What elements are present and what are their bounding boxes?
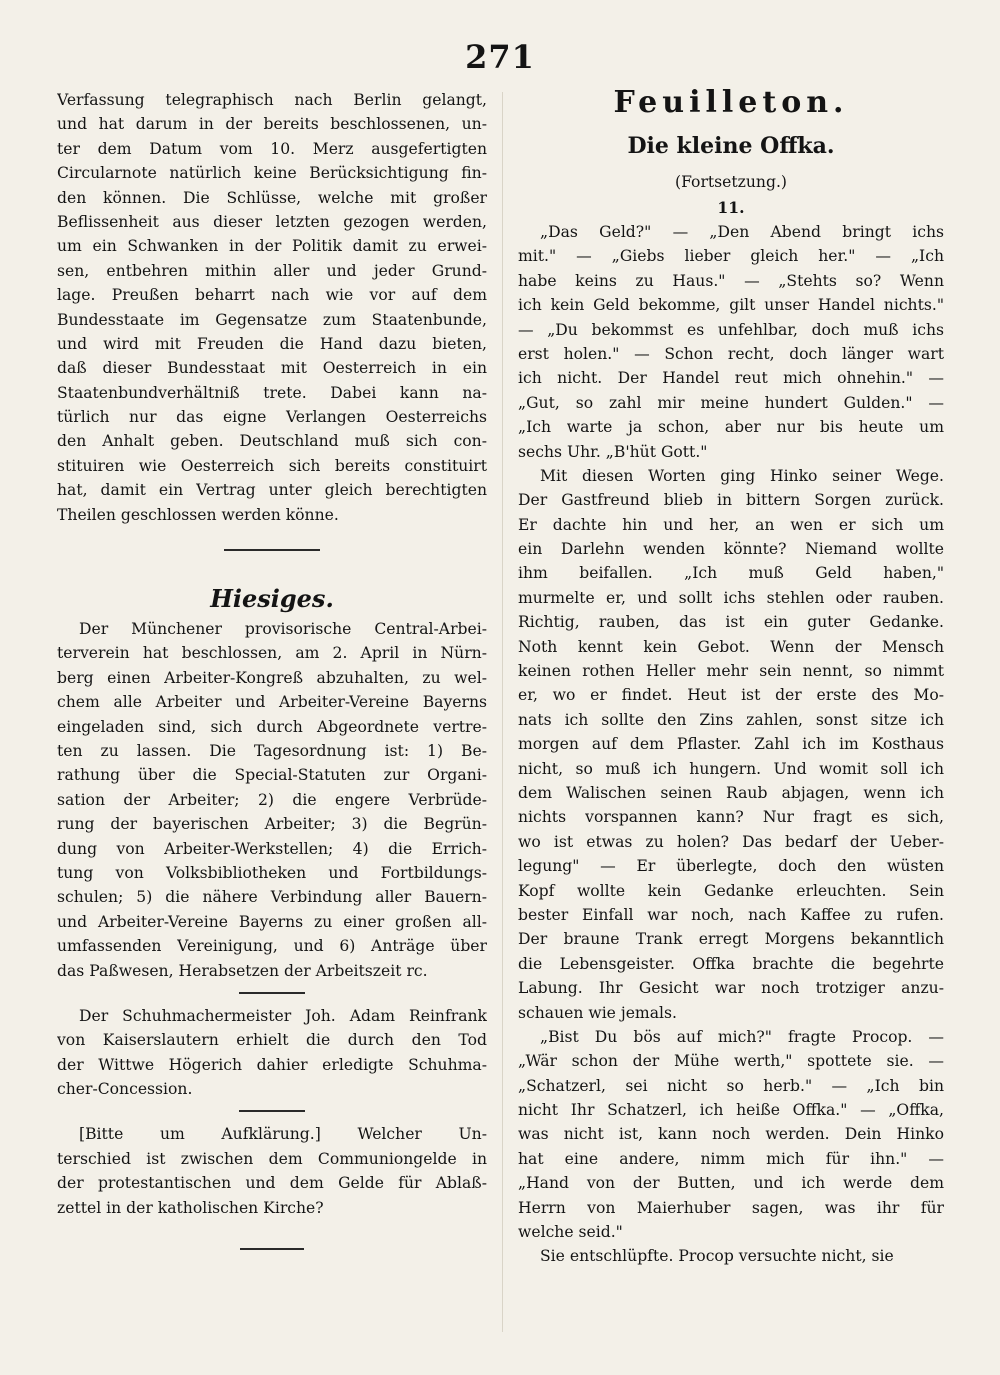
story-title: Die kleine Offka.	[627, 133, 835, 159]
text-line: Bundesstaate im Gegensatze zum Staatenbunde,	[57, 310, 487, 329]
text-line: nicht Ihr Schatzerl, ich heiße Offka." — „Offka,	[518, 1101, 944, 1120]
inquiry-paragraph	[57, 1122, 487, 1220]
text-line: chem alle Arbeiter und Arbeiter-Vereine Bayerns	[57, 693, 487, 712]
text-line: rathung über die Special-Statuten zur Organi-	[57, 766, 487, 785]
end-divider	[240, 1248, 304, 1250]
text-line: „Bist Du bös auf mich?" fragte Procop. —	[540, 1027, 944, 1046]
page-number: 271	[465, 38, 535, 76]
intro-paragraph	[57, 88, 487, 527]
text-line: Sie entschlüpfte. Procop versuchte nicht, sie	[540, 1247, 894, 1266]
text-line: umfassenden Vereinigung, und 6) Anträge über	[57, 937, 487, 956]
text-line: Der Schuhmachermeister Joh. Adam Reinfrank	[79, 1006, 487, 1025]
text-line: hat eine andere, nimm mich für ihn." —	[518, 1149, 944, 1168]
text-line: morgen auf dem Pflaster. Zahl ich im Kosthaus	[518, 735, 944, 754]
text-line: legung" — Er überlegte, doch den wüsten	[518, 857, 944, 876]
text-line: der Wittwe Högerich dahier erledigte Schuhma-	[57, 1055, 487, 1074]
text-line: bester Einfall war noch, nach Kaffee zu rufen.	[518, 905, 944, 924]
text-line: ter dem Datum vom 10. Merz ausgefertigten	[57, 139, 487, 158]
text-line: Er dachte hin und her, an wen er sich um	[518, 515, 944, 534]
dialogue-paragraph	[518, 220, 944, 464]
narrative-paragraph	[518, 464, 944, 1025]
text-line: von Kaiserslautern erhielt die durch den Tod	[57, 1031, 487, 1050]
column-divider	[502, 92, 503, 1332]
text-line: ihm beifallen. „Ich muß Geld haben,"	[518, 564, 944, 583]
text-line: berg einen Arbeiter-Kongreß abzuhalten, zu wel-	[57, 668, 487, 687]
text-line: habe keins zu Haus." — „Stehts so? Wenn	[518, 271, 944, 290]
text-line: um ein Schwanken in der Politik damit zu erwei-	[57, 237, 487, 256]
text-line: stituiren wie Oesterreich sich bereits constituirt	[57, 456, 487, 475]
text-line: Herrn von Maierhuber sagen, was ihr für	[518, 1198, 944, 1217]
text-line: ich kein Geld bekomme, gilt unser Handel nichts."	[518, 296, 944, 315]
text-line: Circularnote natürlich keine Berücksichtigung fin-	[57, 164, 487, 183]
text-line: keinen rothen Heller mehr sein nennt, so nimmt	[518, 662, 944, 681]
text-line: und Arbeiter-Vereine Bayerns zu einer großen all-	[57, 912, 487, 931]
text-line: schauen wie jemals.	[518, 1003, 677, 1022]
continuation-note: (Fortsetzung.)	[675, 173, 787, 191]
labor-congress-paragraph	[57, 617, 487, 983]
text-line: nicht, so muß ich hungern. Und womit soll ich	[518, 759, 944, 778]
text-line: terverein hat beschlossen, am 2. April in Nürn-	[57, 644, 487, 663]
text-line: türlich nur das eigne Verlangen Oesterreichs	[57, 408, 487, 427]
item-divider	[239, 1110, 305, 1112]
text-line: der protestantischen und dem Gelde für Ablaß-	[57, 1174, 487, 1193]
text-line: Labung. Ihr Gesicht war noch trotziger anzu-	[518, 979, 944, 998]
text-line: Beflissenheit aus dieser letzten gezogen werden,	[57, 212, 487, 231]
right-column	[518, 85, 944, 1269]
text-line: rung der bayerischen Arbeiter; 3) die Begrün-	[57, 815, 487, 834]
chapter-number: 11.	[717, 198, 745, 217]
text-line: Der Gastfreund blieb in bittern Sorgen zurück.	[518, 491, 944, 510]
text-line: daß dieser Bundesstaat mit Oesterreich in ein	[57, 359, 487, 378]
text-line: „Schatzerl, sei nicht so herb." — „Ich bin	[518, 1076, 944, 1095]
text-line: dung von Arbeiter-Werkstellen; 4) die Errich-	[57, 839, 487, 858]
text-line: den können. Die Schlüsse, welche mit großer	[57, 188, 487, 207]
text-line: den Anhalt geben. Deutschland muß sich con-	[57, 432, 487, 451]
concession-paragraph	[57, 1004, 487, 1102]
text-line: er, wo er findet. Heut ist der erste des Mo-	[518, 686, 944, 705]
text-line: Verfassung telegraphisch nach Berlin gelangt,	[57, 91, 487, 109]
text-line: schulen; 5) die nähere Verbindung aller Bauern-	[57, 888, 487, 907]
text-line: Kopf wollte kein Gedanke erleuchten. Sein	[518, 881, 944, 900]
text-line: [Bitte um Aufklärung.] Welcher Un-	[79, 1125, 487, 1144]
text-line: wo ist etwas zu holen? Das bedarf der Ueber-	[518, 832, 944, 851]
text-line: die Lebensgeister. Offka brachte die begehrte	[518, 954, 944, 973]
text-line: erst holen." — Schon recht, doch länger wart	[518, 344, 944, 363]
text-line: terschied ist zwischen dem Communiongelde in	[57, 1149, 487, 1168]
text-line: „Gut, so zahl mir meine hundert Gulden." —	[518, 393, 944, 412]
text-line: Der Münchener provisorische Central-Arbei-	[79, 620, 487, 639]
text-line: hat, damit ein Vertrag unter gleich berechtigten	[57, 481, 487, 500]
closing-paragraph	[518, 1244, 944, 1268]
text-line: lage. Preußen beharrt nach wie vor auf dem	[57, 286, 487, 305]
text-line: dem Walischen seinen Raub abjagen, wenn ich	[518, 783, 944, 802]
section-title-hiesiges: Hiesiges.	[210, 584, 334, 614]
text-line: — „Du bekommst es unfehlbar, doch muß ichs	[518, 320, 944, 339]
text-line: cher-Concession.	[57, 1080, 193, 1099]
text-line: tung von Volksbibliotheken und Fortbildungs-	[57, 863, 487, 882]
text-line: „Wär schon der Mühe werth," spottete sie. —	[518, 1052, 944, 1071]
text-line: „Ich warte ja schon, aber nur bis heute um	[518, 418, 944, 437]
item-divider	[239, 992, 305, 994]
text-line: Der braune Trank erregt Morgens bekanntlich	[518, 930, 944, 949]
text-line: sechs Uhr. „B'hüt Gott."	[518, 442, 708, 461]
text-line: und hat darum in der bereits beschlossenen, un-	[57, 115, 487, 134]
text-line: ten zu lassen. Die Tagesordnung ist: 1) Be-	[57, 741, 487, 760]
section-divider	[224, 549, 320, 551]
text-line: murmelte er, und sollt ichs stehlen oder rauben.	[518, 588, 944, 607]
text-line: Mit diesen Worten ging Hinko seiner Wege.	[540, 466, 944, 485]
text-line: eingeladen sind, sich durch Abgeordnete vertre-	[57, 717, 487, 736]
text-line: Staatenbundverhältniß trete. Dabei kann na-	[57, 383, 487, 402]
text-line: das Paßwesen, Herabsetzen der Arbeitszeit rc.	[57, 961, 428, 980]
text-line: „Hand von der Butten, und ich werde dem	[518, 1174, 944, 1193]
text-line: ein Darlehn wenden könnte? Niemand wollte	[518, 540, 944, 559]
text-line: ich nicht. Der Handel reut mich ohnehin." —	[518, 369, 944, 388]
conversation-paragraph	[518, 1025, 944, 1245]
text-line: nats ich sollte den Zins zahlen, sonst sitze ich	[518, 710, 944, 729]
feuilleton-heading: Feuilleton.	[613, 85, 849, 120]
text-line: „Das Geld?" — „Den Abend bringt ichs	[540, 223, 944, 241]
text-line: was nicht ist, kann noch werden. Dein Hinko	[518, 1125, 944, 1144]
text-line: nichts vorspannen kann? Nur fragt es sich,	[518, 808, 944, 827]
text-line: zettel in der katholischen Kirche?	[57, 1198, 324, 1217]
text-line: und wird mit Freuden die Hand dazu bieten,	[57, 334, 487, 353]
left-column	[57, 88, 487, 1250]
text-line: mit." — „Giebs lieber gleich her." — „Ich	[518, 247, 944, 266]
text-line: sation der Arbeiter; 2) die engere Verbrüde-	[57, 790, 487, 809]
text-line: Noth kennt kein Gebot. Wenn der Mensch	[518, 637, 944, 656]
text-line: Theilen geschlossen werden könne.	[57, 505, 339, 524]
text-line: Richtig, rauben, das ist ein guter Gedanke.	[518, 613, 944, 632]
text-line: sen, entbehren mithin aller und jeder Grund-	[57, 261, 487, 280]
text-line: welche seid."	[518, 1223, 623, 1242]
